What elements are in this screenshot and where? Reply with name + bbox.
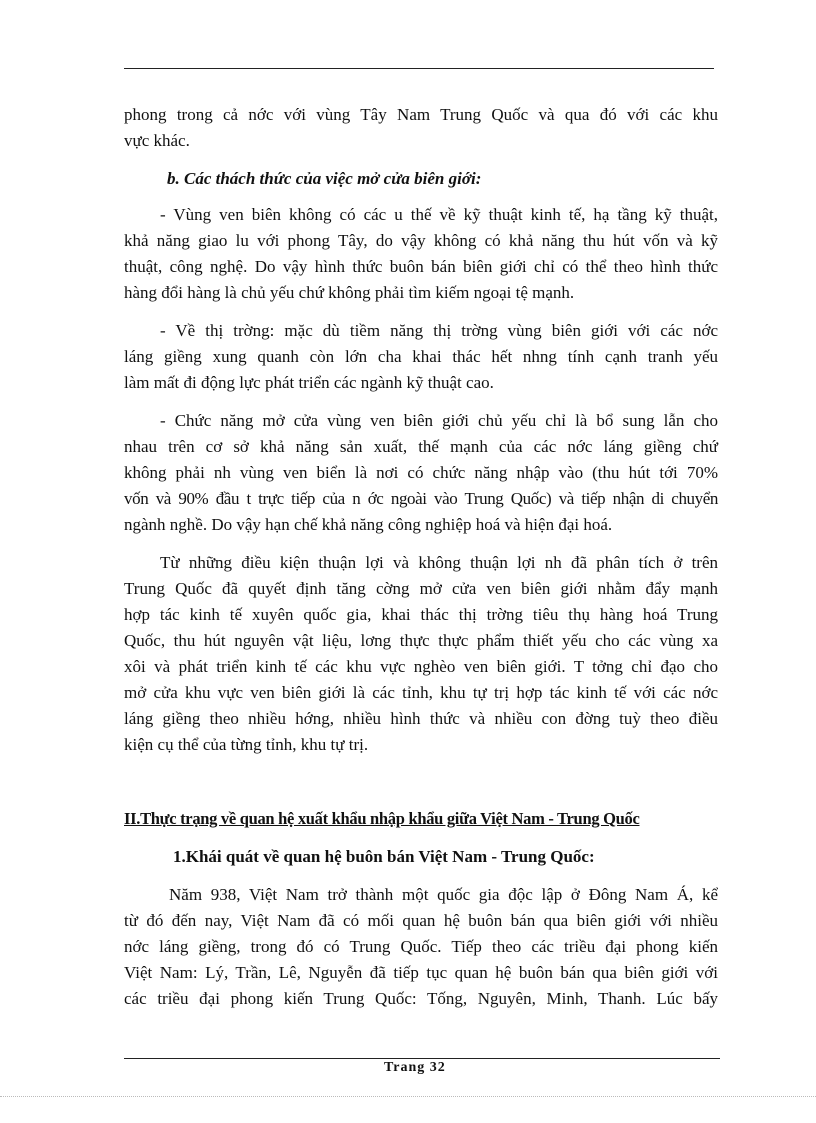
text-line: Quốc, thu hút nguyên vật liệu, lơng thực thực phẩm thiết yếu cho các vùng xa bbox=[124, 631, 718, 650]
text-line: hợp tác kinh tế xuyên quốc gia, khai thác thị trờng tiêu thụ hàng hoá Trung bbox=[124, 605, 718, 624]
header-rule bbox=[124, 68, 714, 69]
text-line: Việt Nam: Lý, Trần, Lê, Nguyễn đã tiếp tục quan hệ buôn bán qua biên giới với bbox=[124, 963, 718, 982]
text-line: Trung Quốc đã quyết định tăng cờng mở cửa ven biên giới nhằm đẩy mạnh bbox=[124, 579, 718, 598]
text-line: phong trong cả nớc với vùng Tây Nam Trung Quốc và qua đó với các khu bbox=[124, 105, 718, 124]
text-line: hàng đổi hàng là chủ yếu chứ không phải tìm kiếm ngoại tệ mạnh. bbox=[124, 283, 575, 302]
footer-rule bbox=[124, 1058, 720, 1059]
text-line: láng giềng xung quanh còn lớn cha khai thác hết nhng tính cạnh tranh yếu bbox=[124, 347, 718, 366]
text-line: khả năng giao lu với phong Tây, do vậy không có khả năng thu hút vốn và kỹ bbox=[124, 231, 718, 250]
text-line: vực khác. bbox=[124, 131, 190, 150]
text-line: không phải nh vùng ven biển là nơi có chức năng nhập vào (thu hút tới 70% bbox=[124, 463, 718, 482]
sub-heading: 1.Khái quát về quan hệ buôn bán Việt Nam - Trung Quốc: bbox=[173, 847, 595, 866]
text-line: vốn và 90% đầu t trực tiếp của n ớc ngoài vào Trung Quốc) và tiếp nhận di chuyển bbox=[124, 489, 718, 508]
text-line: từ đó đến nay, Việt Nam đã có mối quan hệ buôn bán qua biên giới với nhiều bbox=[124, 911, 718, 930]
text-line: Từ những điều kiện thuận lợi và không thuận lợi nh đã phân tích ở trên bbox=[160, 553, 718, 572]
text-line: ngành nghề. Do vậy hạn chế khả năng công nghiệp hoá và hiện đại hoá. bbox=[124, 515, 613, 534]
text-line: láng giềng theo nhiều hớng, nhiều hình thức và nhiều con đờng tuỳ theo điều bbox=[124, 709, 718, 728]
page-break-line bbox=[0, 1096, 816, 1097]
text-line: nớc láng giềng, trong đó có Trung Quốc. Tiếp theo các triều đại phong kiến bbox=[124, 937, 718, 956]
text-line: các triều đại phong kiến Trung Quốc: Tống, Nguyên, Minh, Thanh. Lúc bấy bbox=[124, 989, 718, 1008]
text-line: nhau trên cơ sở khả năng sản xuất, thế mạnh của các nớc láng giềng chứ bbox=[124, 437, 718, 456]
text-line: làm mất đi động lực phát triển các ngành kỹ thuật cao. bbox=[124, 373, 494, 392]
text-line: mở cửa khu vực ven biên giới là các tỉnh, khu tự trị hợp tác kinh tế với các nớc bbox=[124, 683, 718, 702]
text-line: xôi và phát triển kinh tế các khu vực nghèo ven biên giới. T tởng chỉ đạo cho bbox=[124, 657, 718, 676]
text-line: - Vùng ven biên không có các u thế về kỹ thuật kinh tế, hạ tầng kỹ thuật, bbox=[160, 205, 718, 224]
text-line: - Về thị trờng: mặc dù tiềm năng thị trờng vùng biên giới với các nớc bbox=[160, 321, 718, 340]
text-line: - Chức năng mở cửa vùng ven biên giới chủ yếu chỉ là bổ sung lẫn cho bbox=[160, 411, 718, 430]
page-number: Trang 32 bbox=[384, 1060, 446, 1075]
section-heading: II.Thực trạng về quan hệ xuất khẩu nhập khẩu giữa Việt Nam - Trung Quốc bbox=[124, 809, 640, 828]
heading-challenges: b. Các thách thức của việc mở cửa biên giới: bbox=[167, 169, 482, 188]
text-line: Năm 938, Việt Nam trở thành một quốc gia độc lập ở Đông Nam Á, kể bbox=[169, 885, 718, 904]
text-line: kiện cụ thể của từng tỉnh, khu tự trị. bbox=[124, 735, 369, 754]
text-line: thuật, công nghệ. Do vậy hình thức buôn bán biên giới chỉ có thể theo hình thức bbox=[124, 257, 718, 276]
